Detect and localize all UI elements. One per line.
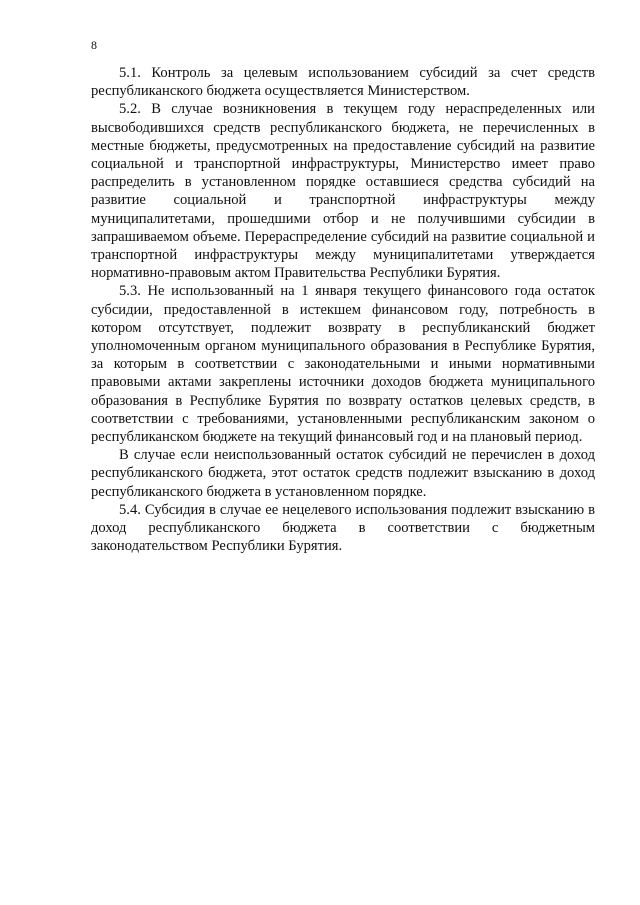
paragraph-5-1: 5.1. Контроль за целевым использованием субсидий за счет средств республиканского бюджета осуществляется Министерством. — [91, 65, 595, 100]
paragraph-5-2: 5.2. В случае возникновения в текущем году нераспределенных или высвободившихся средств республиканского бюджета, не перечисленных в местные бюджеты, предусмотренных на предоставление субсидий на развитие социальной и транспортной инфраструктуры, Министерство имеет право распределить в установленном порядке оставшиеся средства субсидий на развитие социальной и транспортной инфраструктуры между муниципалитетами, прошедшими отбор и не получившими субсидии в запрашиваемом объеме. Перераспределение субсидий на развитие социальной и транспортной инфраструктуры между муниципалитетами утверждается нормативно-правовым актом Правительства Республики Бурятия. — [91, 101, 595, 282]
document-body — [91, 64, 595, 555]
paragraph-5-4: 5.4. Субсидия в случае ее нецелевого использования подлежит взысканию в доход республиканского бюджета в соответствии с бюджетным законодательством Республики Бурятия. — [91, 501, 595, 555]
page-number: 8 — [91, 38, 97, 52]
paragraph-5-3: 5.3. Не использованный на 1 января текущего финансового года остаток субсидии, предоставленной в истекшем финансовом году, потребность в котором отсутствует, подлежит возврату в республиканский бюджет уполномоченным органом муниципального образования в Республике Бурятия, за которым в соответствии с законодательными и иными нормативными правовыми актами закреплены источники доходов бюджета муниципального образования в Республике Бурятия по возврату остатков целевых средств, в соответствии с требованиями, установленными республиканским законом о республиканском бюджете на текущий финансовый год и на плановый период. — [91, 283, 595, 446]
paragraph-5-3-continuation: В случае если неиспользованный остаток субсидий не перечислен в доход республиканского бюджета, этот остаток средств подлежит взысканию в доход республиканского бюджета в установленном порядке. — [91, 447, 595, 500]
